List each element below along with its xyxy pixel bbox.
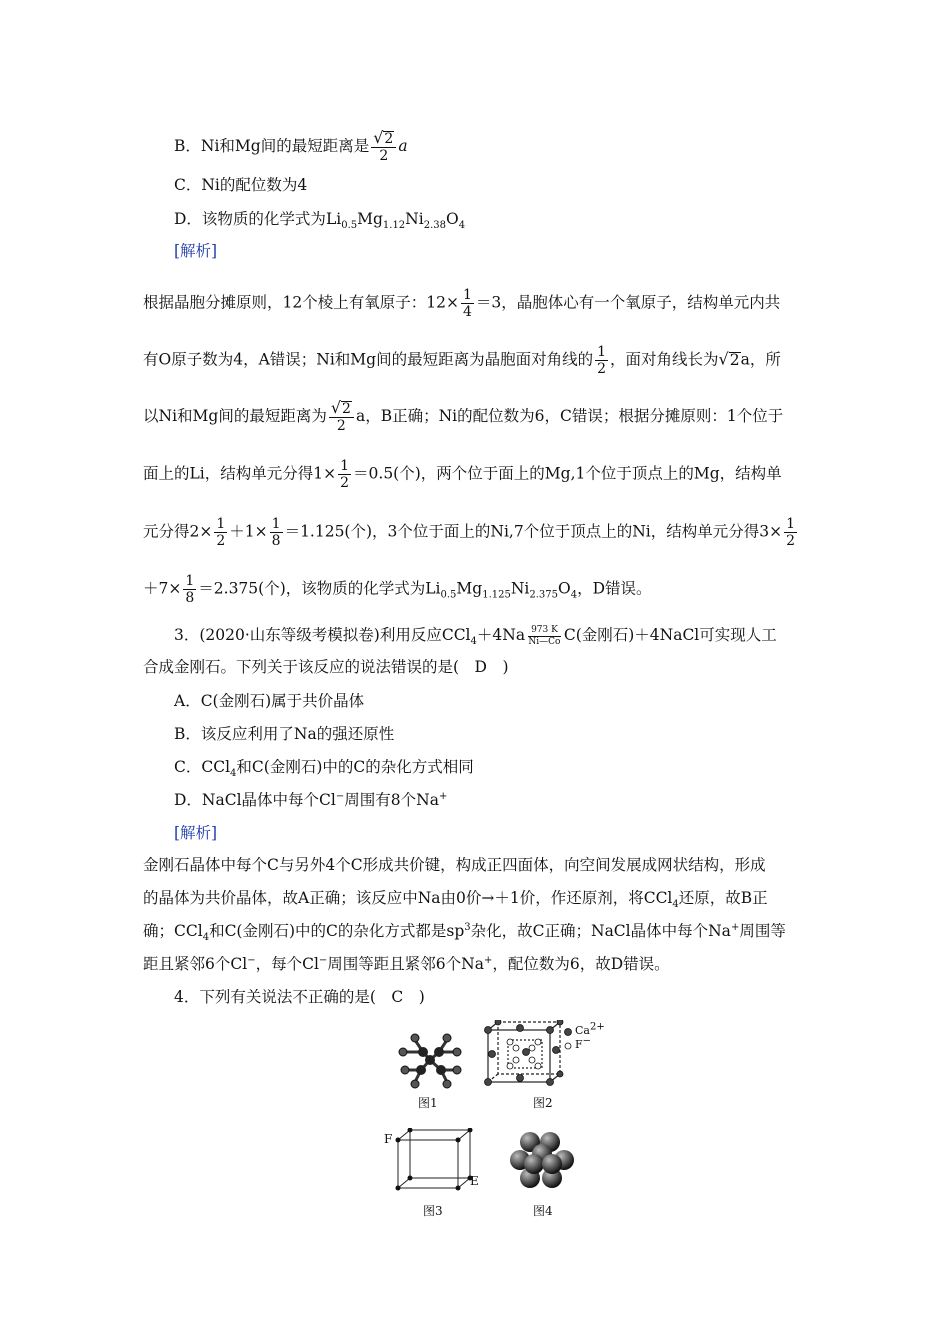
analysis-line-4: 面上的Li，结构单元分得1× $\frac{1}{2}$ ＝0.5(个)，两个位于面上的Mg,1个位于顶点上的Mg，结构单: [143, 458, 782, 491]
fraction: $\frac{1}{2}$: [340, 458, 350, 491]
question-3-line-2: 合成金刚石。下列关于该反应的说法错误的是( D ): [143, 658, 509, 676]
figure-1-molecule: [395, 1024, 465, 1092]
question-3-line-1: 3．(2020·山东等级考模拟卷)利用反应CCl$_4$＋4Na $\frac{973 K}{Ni—Co}$ C(金刚石)＋4NaCl可实现人工: [174, 624, 777, 648]
figure-2-legend-ca: $Ca^{2+}$: [575, 1021, 605, 1037]
fraction: $\frac{√2}{2}$: [329, 400, 354, 434]
fraction: $\frac{1}{2}$: [597, 344, 606, 377]
fraction: $\frac{1}{8}$: [185, 573, 195, 606]
option-c: C．Ni的配位数为4: [174, 176, 308, 194]
analysis-line-5: 元分得2× $\frac{1}{2}$ ＋1× $\frac{1}{8}$ ＝1.125(个)，3个位于面上的Ni,7个位于顶点上的Ni，结构单元分得3× $\frac{1}{2}$: [143, 516, 795, 549]
option-b: B．Ni和Mg间的最短距离是 $\frac{√2}{2}$ a: [174, 128, 408, 164]
figure-1-caption: 图1: [418, 1096, 438, 1110]
figure-3-label-f: F: [384, 1132, 393, 1146]
analysis2-line-1: 金刚石晶体中每个C与另外4个C形成共价键，构成正四面体，向空间发展成网状结构，形成: [143, 856, 766, 874]
analysis2-line-4: 距且紧邻6个Cl−，每个Cl−周围等距且紧邻6个Na+，配位数为6，故D错误。: [143, 954, 670, 973]
analysis-label-2: [解析]: [174, 824, 218, 842]
figure-2-crystal-cell: [484, 1020, 580, 1086]
figure-4-sphere-packing: [510, 1130, 574, 1192]
question-4: 4．下列有关说法不正确的是( C ): [174, 988, 425, 1006]
question-3-option-c: C．CCl$_4$和C(金刚石)中的C的杂化方式相同: [174, 758, 474, 780]
reaction-condition: $\frac{973 K}{Ni—Co}$: [528, 624, 561, 647]
analysis-line-6: ＋7× $\frac{1}{8}$ ＝2.375(个)，该物质的化学式为$Li_{0.5}Mg_{1.125}Ni_{2.375}O_4$，D错误。: [143, 573, 652, 606]
fraction: $\frac{1}{2}$: [786, 516, 795, 549]
analysis2-line-2: 的晶体为共价晶体，故A正确；该反应中Na由0价→＋1价，作还原剂，将CCl$_4$还原，故B正: [143, 889, 768, 911]
figure-2-legend-f: F−: [575, 1035, 592, 1051]
analysis-line-2: 有O原子数为4，A错误；Ni和Mg间的最短距离为晶胞面对角线的 $\frac{1}{2}$ ，面对角线长为√2a，所: [143, 344, 781, 377]
fraction: $\frac{1}{4}$: [462, 287, 472, 320]
fraction: $\frac{√2}{2}$: [371, 130, 396, 164]
fraction: $\frac{1}{2}$: [216, 516, 226, 549]
analysis-label: [解析]: [174, 242, 218, 260]
figure-4-caption: 图4: [533, 1204, 553, 1218]
question-3-option-a: A．C(金刚石)属于共价晶体: [174, 692, 365, 710]
figure-3-cube: [392, 1128, 478, 1192]
fraction: $\frac{1}{8}$: [271, 516, 281, 549]
figure-2-caption: 图2: [533, 1096, 553, 1110]
question-3-option-b: B．该反应利用了Na的强还原性: [174, 725, 395, 743]
option-b-text: B．Ni和Mg间的最短距离是: [174, 137, 370, 155]
figure-3-caption: 图3: [423, 1204, 443, 1218]
analysis2-line-3: 确；CCl$_4$和C(金刚石)中的C的杂化方式都是$sp^3$杂化，故C正确；NaCl晶体中每个Na+周围等: [143, 921, 786, 944]
analysis-line-3: 以Ni和Mg间的最短距离为 $\frac{√2}{2}$ a，B正确；Ni的配位数为6，C错误；根据分摊原则：1个位于: [143, 398, 784, 434]
option-d: D．该物质的化学式为$Li_{0.5}Mg_{1.12}Ni_{2.38}O_4$: [174, 210, 466, 232]
analysis-line-1: 根据晶胞分摊原则，12个棱上有氧原子：12× $\frac{1}{4}$ ＝3，晶胞体心有一个氧原子，结构单元内共: [143, 287, 781, 320]
figure-3-label-e: E: [470, 1174, 479, 1188]
question-3-option-d: D．NaCl晶体中每个Cl−周围有8个Na+: [174, 790, 448, 809]
